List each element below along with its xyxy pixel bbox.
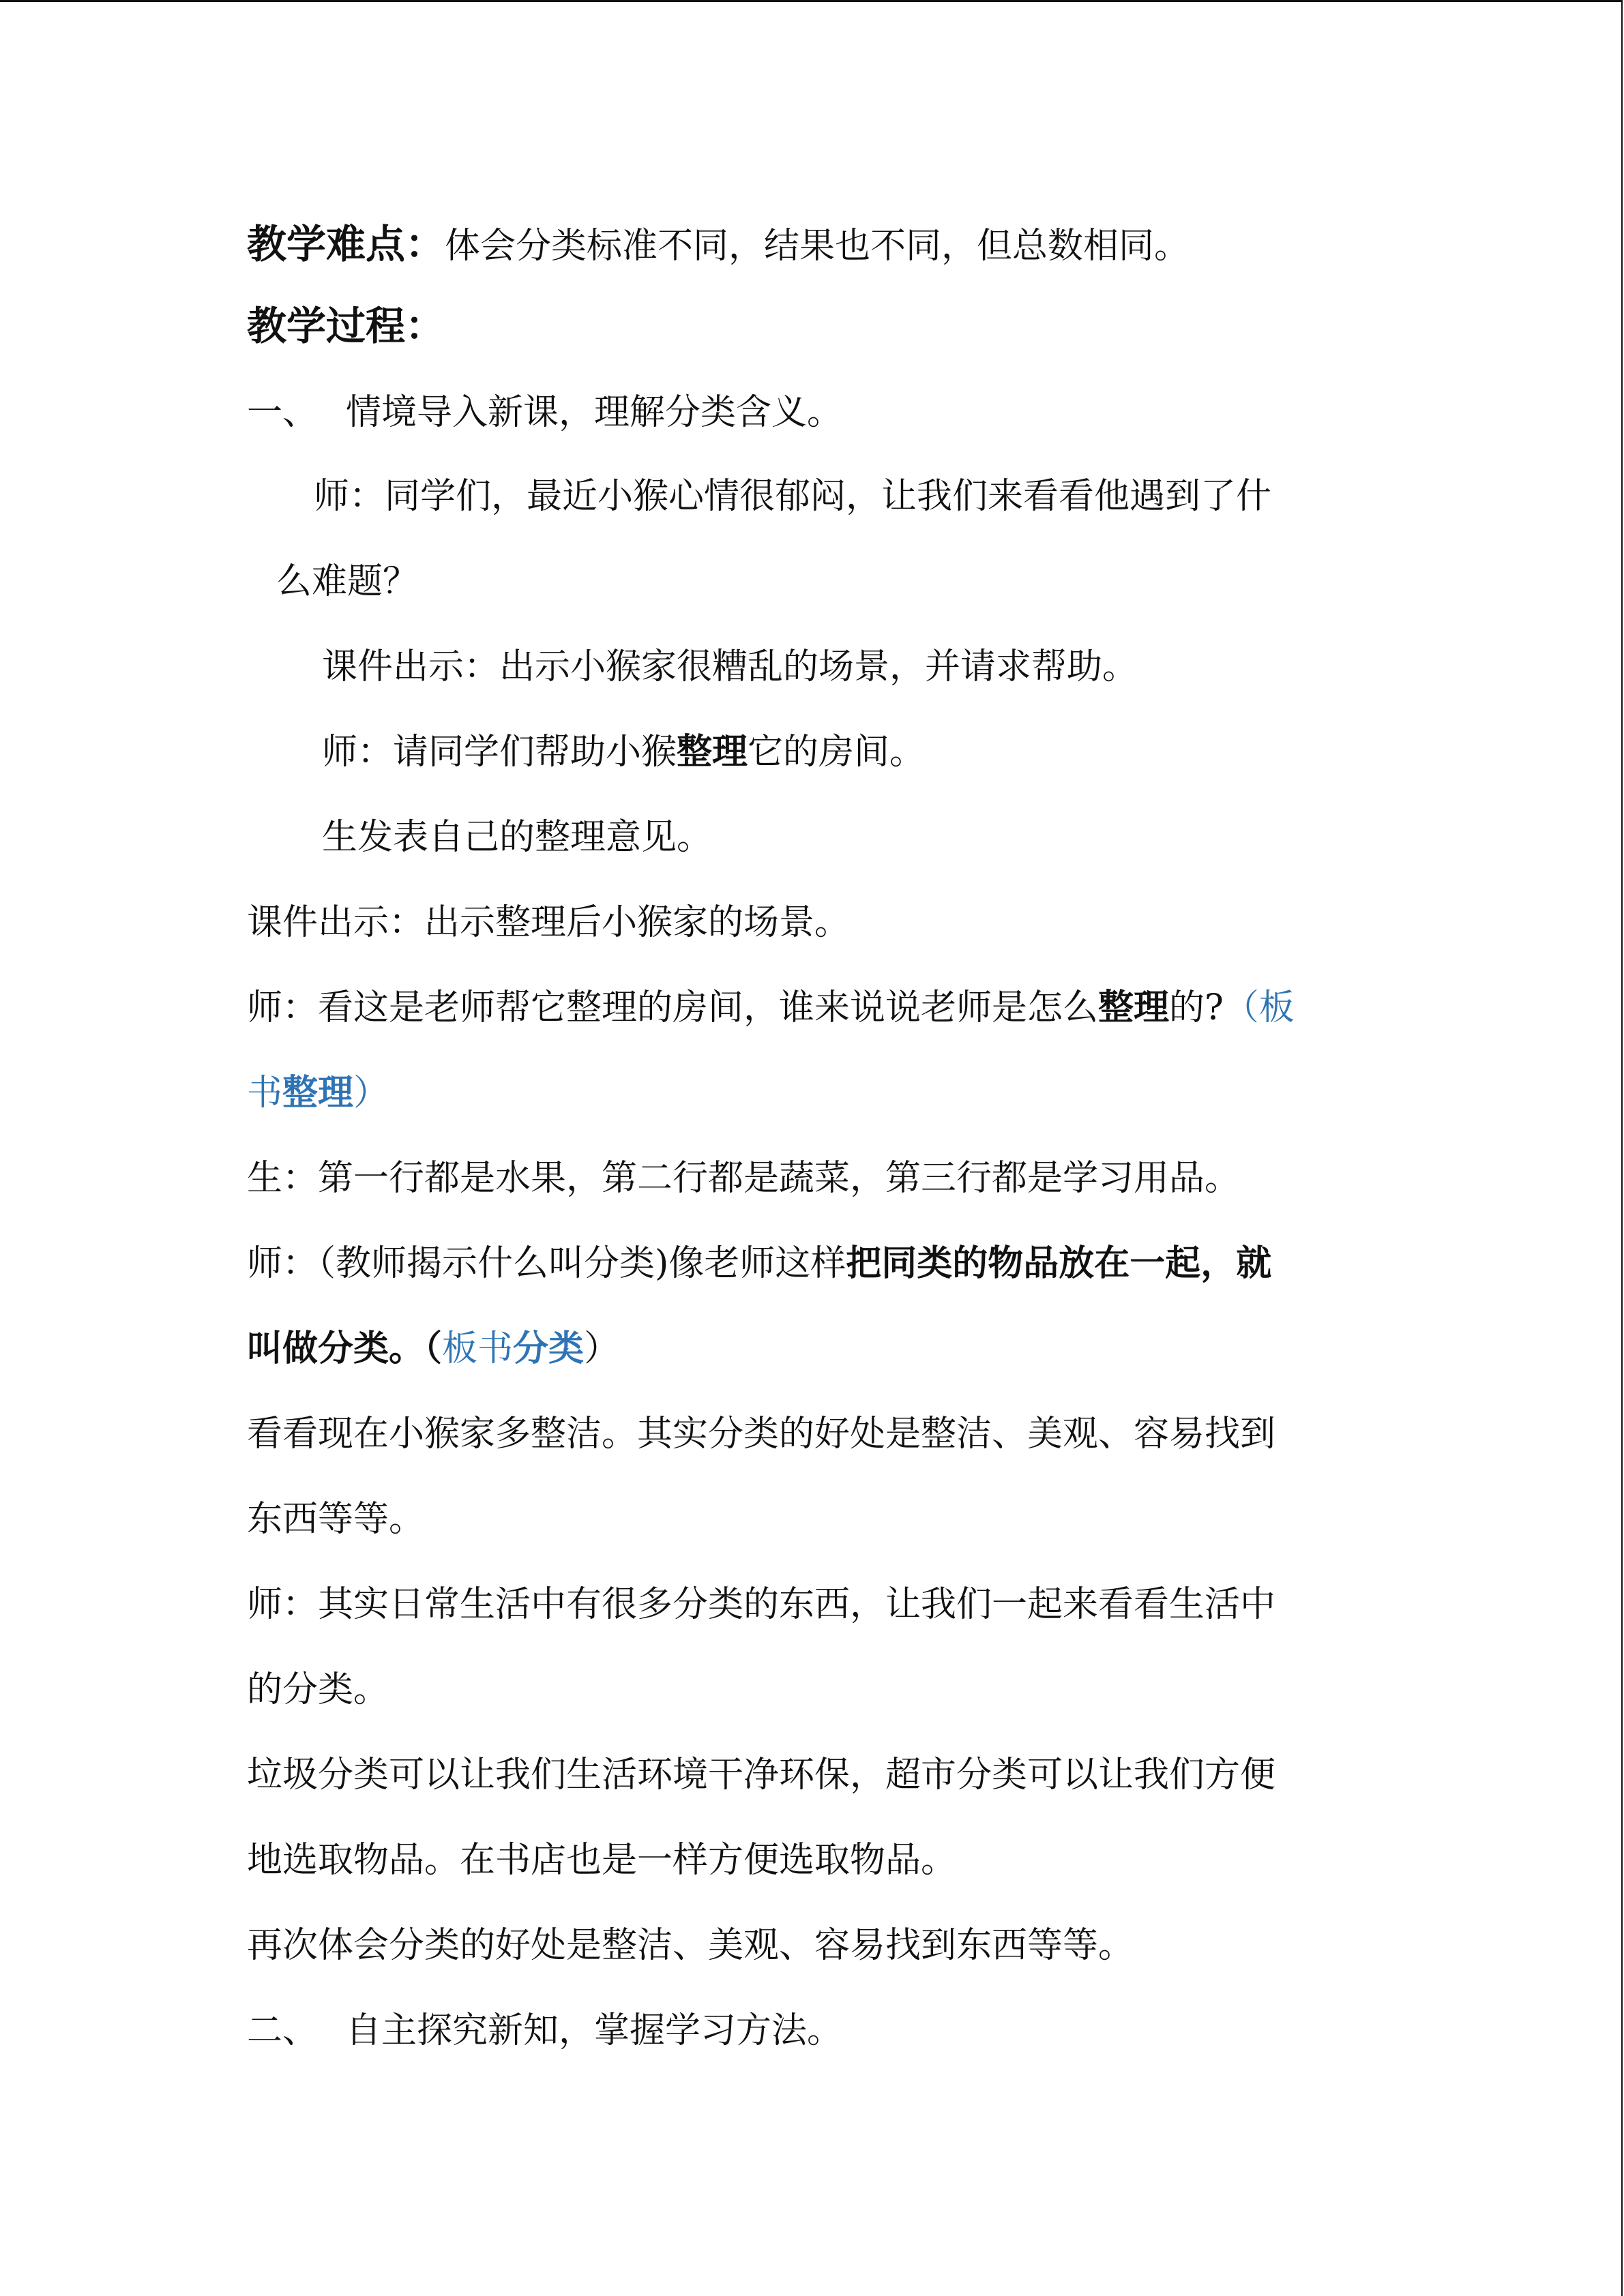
bold-definition: 把同类的物品放在一起，就: [846, 1242, 1272, 1284]
bold-term: 整理: [1098, 987, 1170, 1028]
paragraph-daily-life-cont: 的分类。: [247, 1669, 389, 1710]
paragraph-classification-definition: [247, 1243, 1271, 1284]
board-note: （板: [1223, 987, 1295, 1028]
paragraph-courseware-2: 课件出示：出示整理后小猴家的场景。: [247, 902, 851, 943]
paragraph-daily-life: 师：其实日常生活中有很多分类的东西，让我们一起来看看生活中: [247, 1584, 1276, 1625]
paren: （: [424, 1328, 443, 1369]
difficulty-text: 体会分类标准不同，结果也不同，但总数相同。: [445, 226, 1190, 267]
paren: ）: [584, 1328, 620, 1369]
paragraph-examples-cont: 地选取物品。在书店也是一样方便选取物品。: [247, 1840, 957, 1881]
paragraph-courseware-1: 课件出示：出示小猴家很糟乱的场景，并请求帮助。: [322, 646, 1138, 687]
board-note: 板书: [442, 1328, 514, 1369]
paragraph-student-opinion: 生发表自己的整理意见。: [322, 817, 713, 858]
paragraph-teacher-organize: [322, 732, 925, 773]
section-number: 二、: [247, 2010, 319, 2051]
paragraph-classification-definition-cont: [247, 1328, 619, 1369]
paragraph-examples: 垃圾分类可以让我们生活环境干净环保，超市分类可以让我们方便: [247, 1755, 1276, 1795]
process-heading: 教学过程：: [247, 303, 445, 349]
paragraph-student-answer: 生：第一行都是水果，第二行都是蔬菜，第三行都是学习用品。: [247, 1158, 1241, 1199]
paragraph-benefits-again: 再次体会分类的好处是整洁、美观、容易找到东西等等。: [247, 1925, 1134, 1966]
text-run: 师：看这是老师帮它整理的房间，谁来说说老师是怎么: [247, 987, 1099, 1028]
paragraph-teacher-intro: 师：同学们，最近小猴心情很郁闷，让我们来看看他遇到了什: [314, 476, 1272, 517]
text-run: 师：（教师揭示什么叫分类)像老师这样: [247, 1243, 846, 1284]
section-title: 情境导入新课，理解分类含义。: [346, 392, 843, 433]
board-note-term: 整理: [282, 1072, 354, 1114]
board-note: ）: [353, 1073, 389, 1114]
section-heading-1: [247, 392, 842, 433]
paragraph-teacher-intro-cont: 么难题？: [276, 561, 419, 602]
section-number: 一、: [247, 392, 319, 433]
section-title: 自主探究新知，掌握学习方法。: [346, 2010, 843, 2051]
board-note: 书: [247, 1073, 283, 1114]
paragraph-teacher-question-cont: [247, 1073, 389, 1114]
difficulty-label: 教学难点：: [247, 221, 445, 267]
text-run: 它的房间。: [748, 732, 926, 773]
bold-definition: 叫做分类。: [247, 1328, 425, 1369]
paragraph-teacher-question: [247, 987, 1295, 1028]
section-heading-2: [247, 2010, 842, 2051]
paragraph-benefits-cont: 东西等等。: [247, 1499, 425, 1540]
text-run: 的?: [1169, 987, 1224, 1028]
paragraph-benefits: 看看现在小猴家多整洁。其实分类的好处是整洁、美观、容易找到: [247, 1414, 1276, 1455]
teaching-difficulty: [247, 221, 1190, 267]
bold-term: 整理: [677, 731, 748, 773]
board-note-term: 分类: [513, 1328, 585, 1369]
text-run: 师：请同学们帮助小猴: [322, 732, 677, 773]
